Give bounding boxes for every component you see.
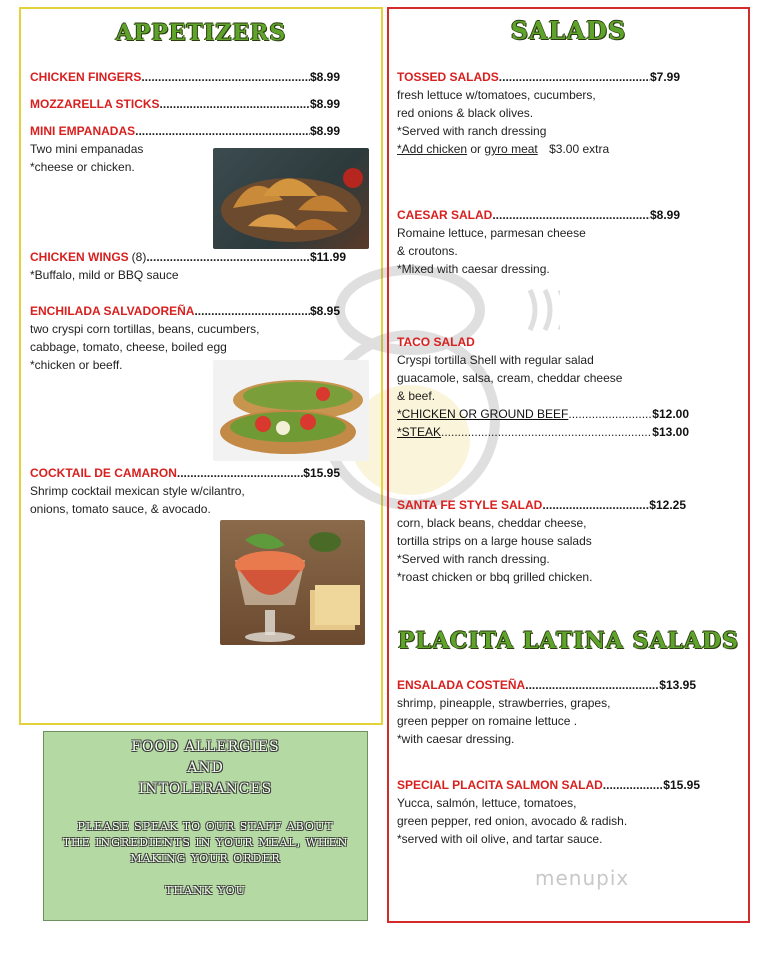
food-allergies-notice	[43, 731, 368, 921]
item-description: Yucca, salmón, lettuce, tomatoes,	[397, 796, 577, 810]
item-quantity: (8)	[131, 250, 147, 264]
menu-item	[30, 68, 340, 86]
menu-item	[30, 95, 340, 113]
placita-salads-heading: PLACITA LATINA SALADS	[397, 628, 740, 654]
item-name: CHICKEN FINGERS	[30, 70, 142, 84]
item-price: $12.25	[649, 498, 686, 512]
item-description: & croutons.	[397, 244, 458, 258]
allergy-title: AND	[187, 760, 224, 776]
item-description: & beef.	[397, 389, 436, 403]
item-price: $8.99	[309, 97, 340, 111]
item-description: onions, tomato sauce, & avocado.	[30, 502, 211, 516]
menu-item	[397, 676, 696, 748]
item-description: Two mini empanadas	[30, 142, 144, 156]
item-name: COCKTAIL DE CAMARON	[30, 466, 177, 480]
item-description: *chicken or beeff.	[30, 358, 123, 372]
menu-item	[30, 464, 340, 518]
item-name: ENSALADA COSTEÑA	[397, 678, 526, 692]
item-description: Cryspi tortilla Shell with regular salad	[397, 353, 594, 367]
empanadas-photo	[213, 148, 369, 249]
item-description: green pepper, red onion, avocado & radish.	[397, 814, 628, 828]
item-name: MOZZARELLA STICKS	[30, 97, 160, 111]
item-extra: *Add chicken or gyro meat $3.00 extra	[397, 142, 610, 156]
item-price: $8.99	[309, 70, 340, 84]
item-description: corn, black beans, cheddar cheese,	[397, 516, 587, 530]
salads-heading: SALADS	[510, 16, 627, 45]
item-description: red onions & black olives.	[397, 106, 534, 120]
item-description: *with caesar dressing.	[397, 732, 515, 746]
item-description: shrimp, pineapple, strawberries, grapes,	[397, 696, 611, 710]
item-price: $7.99	[649, 70, 680, 84]
item-name: SPECIAL PLACITA SALMON SALAD	[397, 778, 603, 792]
item-name: CAESAR SALAD	[397, 208, 493, 222]
item-price: $8.99	[649, 208, 680, 222]
item-description: green pepper on romaine lettuce .	[397, 714, 578, 728]
item-description: Romaine lettuce, parmesan cheese	[397, 226, 586, 240]
shrimp-cocktail-photo	[220, 520, 365, 645]
item-price: $15.95	[303, 466, 340, 480]
item-description: *Mixed with caesar dressing.	[397, 262, 550, 276]
item-description: *Buffalo, mild or BBQ sauce	[30, 268, 179, 282]
menu-item	[397, 206, 680, 278]
menu-item	[397, 496, 686, 586]
item-description: tortilla strips on a large house salads	[397, 534, 592, 548]
menu-item	[30, 248, 346, 284]
item-price: $15.95	[663, 778, 700, 792]
enchilada-photo	[213, 360, 369, 461]
allergy-body: MAKING YOUR ORDER	[130, 852, 281, 865]
item-name: TACO SALAD	[397, 335, 475, 349]
item-description: *cheese or chicken.	[30, 160, 135, 174]
item-price: $8.95	[309, 304, 340, 318]
allergy-title: INTOLERANCES	[138, 781, 273, 797]
menu-item	[397, 333, 689, 441]
item-price: $13.95	[659, 678, 696, 692]
item-description: guacamole, salsa, cream, cheddar cheese	[397, 371, 623, 385]
allergy-thanks: THANK YOU	[165, 884, 246, 897]
item-description: *roast chicken or bbq grilled chicken.	[397, 570, 593, 584]
menu-item	[397, 68, 680, 158]
item-price: $11.99	[309, 250, 346, 264]
item-description: two cryspi corn tortillas, beans, cucumbers,	[30, 322, 260, 336]
item-option: *CHICKEN OR GROUND BEEF ..... $12.00	[397, 405, 689, 423]
item-name: SANTA FE STYLE SALAD	[397, 498, 543, 512]
item-option: *STEAK ..... $13.00	[397, 423, 689, 441]
item-description: *served with oil olive, and tartar sauce.	[397, 832, 603, 846]
item-name: MINI EMPANADAS	[30, 124, 136, 138]
item-price: $8.99	[309, 124, 340, 138]
item-name: TOSSED SALADS	[397, 70, 499, 84]
allergy-body: THE INGREDIENTS IN YOUR MEAL, WHEN	[62, 836, 349, 849]
item-description: Shrimp cocktail mexican style w/cilantro,	[30, 484, 245, 498]
menu-item	[397, 776, 700, 848]
item-description: fresh lettuce w/tomatoes, cucumbers,	[397, 88, 596, 102]
item-name: ENCHILADA SALVADOREÑA	[30, 304, 195, 318]
menupix-watermark: menupix	[535, 866, 630, 890]
item-description: cabbage, tomato, cheese, boiled egg	[30, 340, 227, 354]
item-description: *Served with ranch dressing	[397, 124, 547, 138]
allergy-title: FOOD ALLERGIES	[131, 739, 280, 755]
item-description: *Served with ranch dressing.	[397, 552, 550, 566]
item-name: CHICKEN WINGS	[30, 250, 129, 264]
appetizers-heading: APPETIZERS	[115, 20, 287, 46]
allergy-body: PLEASE SPEAK TO OUR STAFF ABOUT	[77, 820, 334, 833]
